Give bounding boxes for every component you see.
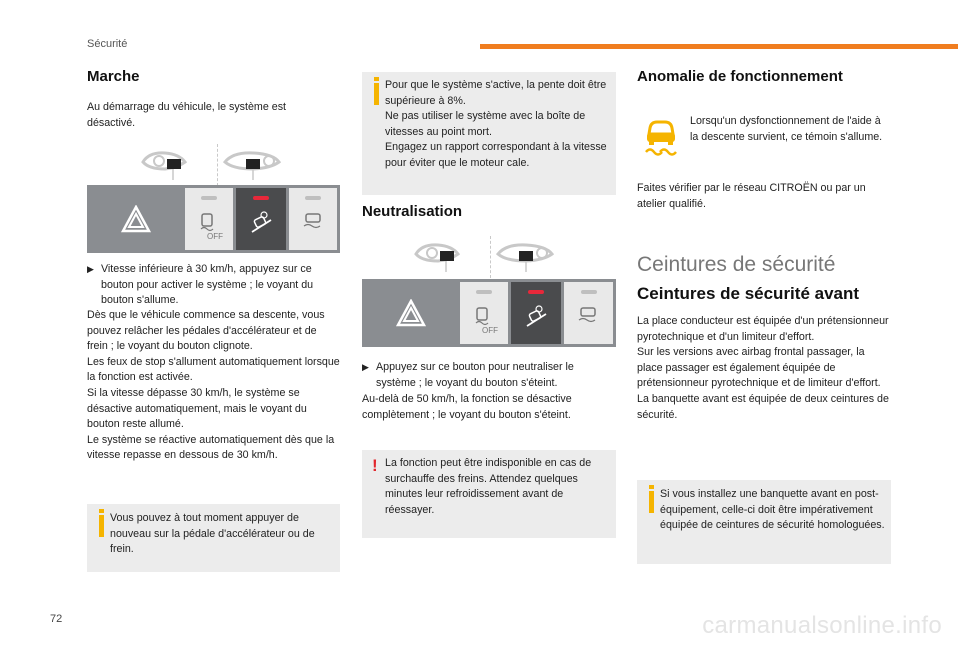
stalk-illustration [410, 240, 570, 276]
info-note-slope-line-1: Pour que le système s'active, la pente doit être supérieure à 8%. [385, 79, 607, 107]
grip-control-button[interactable] [289, 188, 337, 250]
info-note-pedal-text: Vous pouvez à tout moment appuyer de nouveau sur la pédale d'accélérateur ou de frein. [110, 512, 315, 556]
esp-car-icon [473, 304, 495, 326]
heading-neutralisation: Neutralisation [362, 203, 463, 220]
stalk-illustration [137, 148, 297, 184]
control-panel [362, 279, 616, 347]
hill-descent-button[interactable] [511, 282, 561, 344]
esp-led [201, 196, 217, 200]
info-note-slope-line-2: Ne pas utiliser le système avec la boîte de vitesses au point mort. [385, 110, 586, 138]
grip-led [581, 290, 597, 294]
header-accent-bar [480, 44, 958, 49]
ceintures-body [637, 314, 891, 423]
marche-intro: Au démarrage du véhicule, le système est désactivé. [87, 101, 287, 129]
esp-off-button[interactable] [185, 188, 233, 250]
grip-led [305, 196, 321, 200]
anomalie-check-text: Faites vérifier par le réseau CITROËN ou par un atelier qualifié. [637, 182, 866, 210]
marche-bullet: ▶ Vitesse inférieure à 30 km/h, appuyez sur ce bouton pour activer le système ; le voyant du bouton s'allume. [87, 263, 314, 307]
bullet-marker-icon: ▶ [87, 264, 94, 274]
marche-body-line-3: Si la vitesse dépasse 30 km/h, le système se désactive automatiquement, mais le voyant du bouton reste allumé. [87, 386, 307, 431]
warning-note-brakes-text: La fonction peut être indisponible en cas de surchauffe des freins. Attendez quelques minutes leur refroidissement avant de réessayer. [385, 457, 592, 516]
hill-descent-icon [249, 210, 275, 236]
grip-control-icon [576, 304, 600, 326]
info-icon [99, 515, 104, 537]
heading-ceintures-avant: Ceintures de sécurité avant [637, 284, 860, 303]
info-note-slope [362, 72, 616, 195]
anomalie-text: Lorsqu'un dysfonctionnement de l'aide à la descente survient, ce témoin s'allume. [690, 115, 883, 143]
grip-control-button[interactable] [564, 282, 613, 344]
section-label: Sécurité [87, 38, 128, 50]
info-icon [649, 491, 654, 513]
info-note-banquette-text: Si vous installez une banquette avant en post-équipement, celle-ci doit être impérativement équipée de ceintures de sécurité homologuées. [660, 488, 885, 532]
hill-descent-fault-warning-icon [643, 116, 677, 158]
warning-note-brakes [362, 450, 616, 538]
neutralisation-bullet: ▶ Appuyez sur ce bouton pour neutraliser le système ; le voyant du bouton s'éteint. [362, 361, 574, 389]
hazard-warning-icon [121, 205, 151, 233]
ceintures-body-line-2: Sur les versions avec airbag frontal passager, la place passager est également équipée de prétensionneur pyrotechnique et de limiteur d'effort. [637, 346, 881, 390]
hill-descent-icon [524, 304, 550, 330]
off-label: OFF [207, 232, 223, 241]
control-panel [87, 185, 340, 253]
off-label: OFF [482, 326, 498, 335]
info-note-pedal [87, 504, 340, 572]
marche-body-line-1: Dès que le véhicule commence sa descente, vous pouvez relâcher les pédales d'accélérateur et de frein ; le voyant du bouton clignote. [87, 309, 325, 353]
ceintures-body-line-3: La banquette avant est équipée de deux ceintures de sécurité. [637, 392, 889, 421]
marche-body-line-2: Les feux de stop s'allument automatiquement lorsque la fonction est activée. [87, 355, 340, 384]
marche-body [87, 308, 340, 464]
info-note-banquette [637, 480, 891, 564]
heading-marche: Marche [87, 68, 140, 85]
ceintures-body-line-1: La place conducteur est équipée d'un prétensionneur pyrotechnique et d'un limiteur d'effort. [637, 315, 889, 343]
esp-led [476, 290, 492, 294]
heading-anomalie: Anomalie de fonctionnement [637, 68, 843, 85]
info-note-slope-line-3: Engagez un rapport correspondant à la vitesse pour éviter que le moteur cale. [385, 141, 607, 169]
esp-off-button[interactable] [460, 282, 508, 344]
bullet-marker-icon: ▶ [362, 362, 369, 372]
page-number: 72 [50, 613, 63, 625]
hazard-warning-icon [396, 299, 426, 327]
hill-descent-led [253, 196, 269, 200]
watermark: carmanualsonline.info [702, 612, 942, 639]
chapter-title-ceintures: Ceintures de sécurité [637, 253, 836, 276]
neutralisation-body: Au-delà de 50 km/h, la fonction se désactive complètement ; le voyant du bouton s'éteint. [362, 393, 572, 421]
esp-car-icon [198, 210, 220, 232]
hill-descent-led [528, 290, 544, 294]
grip-control-icon [301, 210, 325, 232]
hill-descent-button[interactable] [236, 188, 286, 250]
info-icon [374, 83, 379, 105]
info-note-slope-text [385, 78, 610, 172]
marche-body-line-4: Le système se réactive automatiquement dès que la vitesse repasse en dessous de 30 km/h. [87, 433, 335, 462]
warning-exclamation-icon: ! [372, 456, 378, 475]
